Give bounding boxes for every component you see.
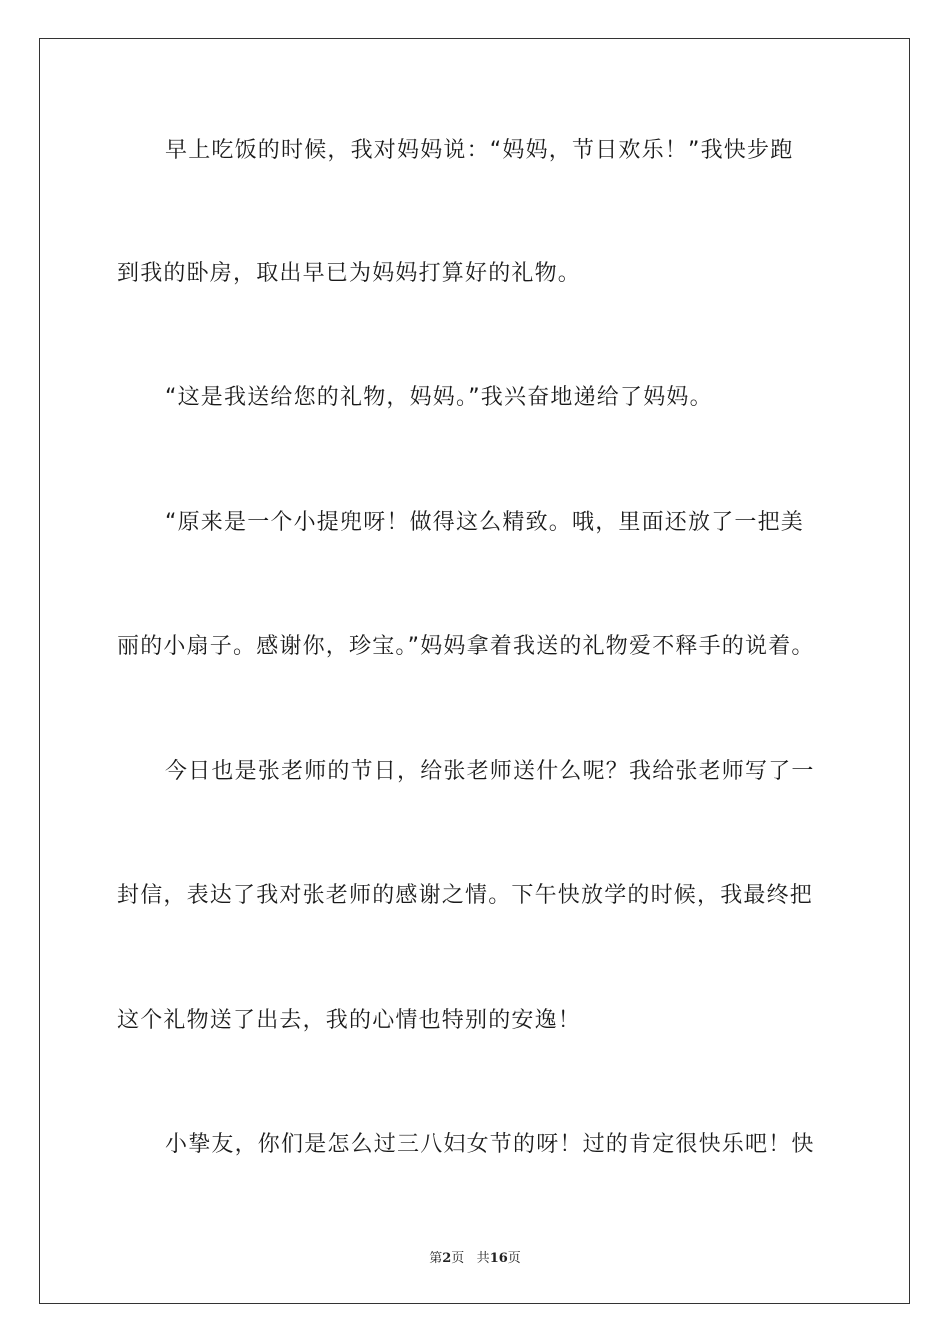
paragraph-3-line-1: “原来是一个小提兜呀！做得这么精致。哦，里面还放了一把美 [165,510,804,535]
paragraph-5-line-1: 小挚友，你们是怎么过三八妇女节的呀！过的肯定很快乐吧！快 [165,1132,815,1157]
page-prefix: 第 [429,1251,443,1266]
page-border [39,38,910,1304]
paragraph-4-line-1: 今日也是张老师的节日，给张老师送什么呢？我给张老师写了一 [165,759,815,784]
paragraph-2-line-1: “这是我送给您的礼物，妈妈。”我兴奋地递给了妈妈。 [165,385,713,410]
total-prefix: 共 [476,1251,490,1266]
paragraph-3-line-2: 丽的小扇子。感谢你，珍宝。”妈妈拿着我送的礼物爱不释手的说着。 [117,634,815,659]
page-suffix: 页 [451,1251,465,1266]
paragraph-4-line-3: 这个礼物送了出去，我的心情也特别的安逸！ [117,1008,582,1033]
total-pages: 16 [489,1251,508,1266]
paragraph-4-line-2: 封信，表达了我对张老师的感谢之情。下午快放学的时候，我最终把 [117,883,814,908]
page-footer [0,1247,950,1266]
paragraph-1-line-1: 早上吃饭的时候，我对妈妈说：“妈妈，节日欢乐！”我快步跑 [165,138,794,163]
total-suffix: 页 [507,1251,521,1266]
paragraph-1-line-2: 到我的卧房，取出早已为妈妈打算好的礼物。 [117,261,582,286]
page-number: 2 [442,1251,452,1266]
